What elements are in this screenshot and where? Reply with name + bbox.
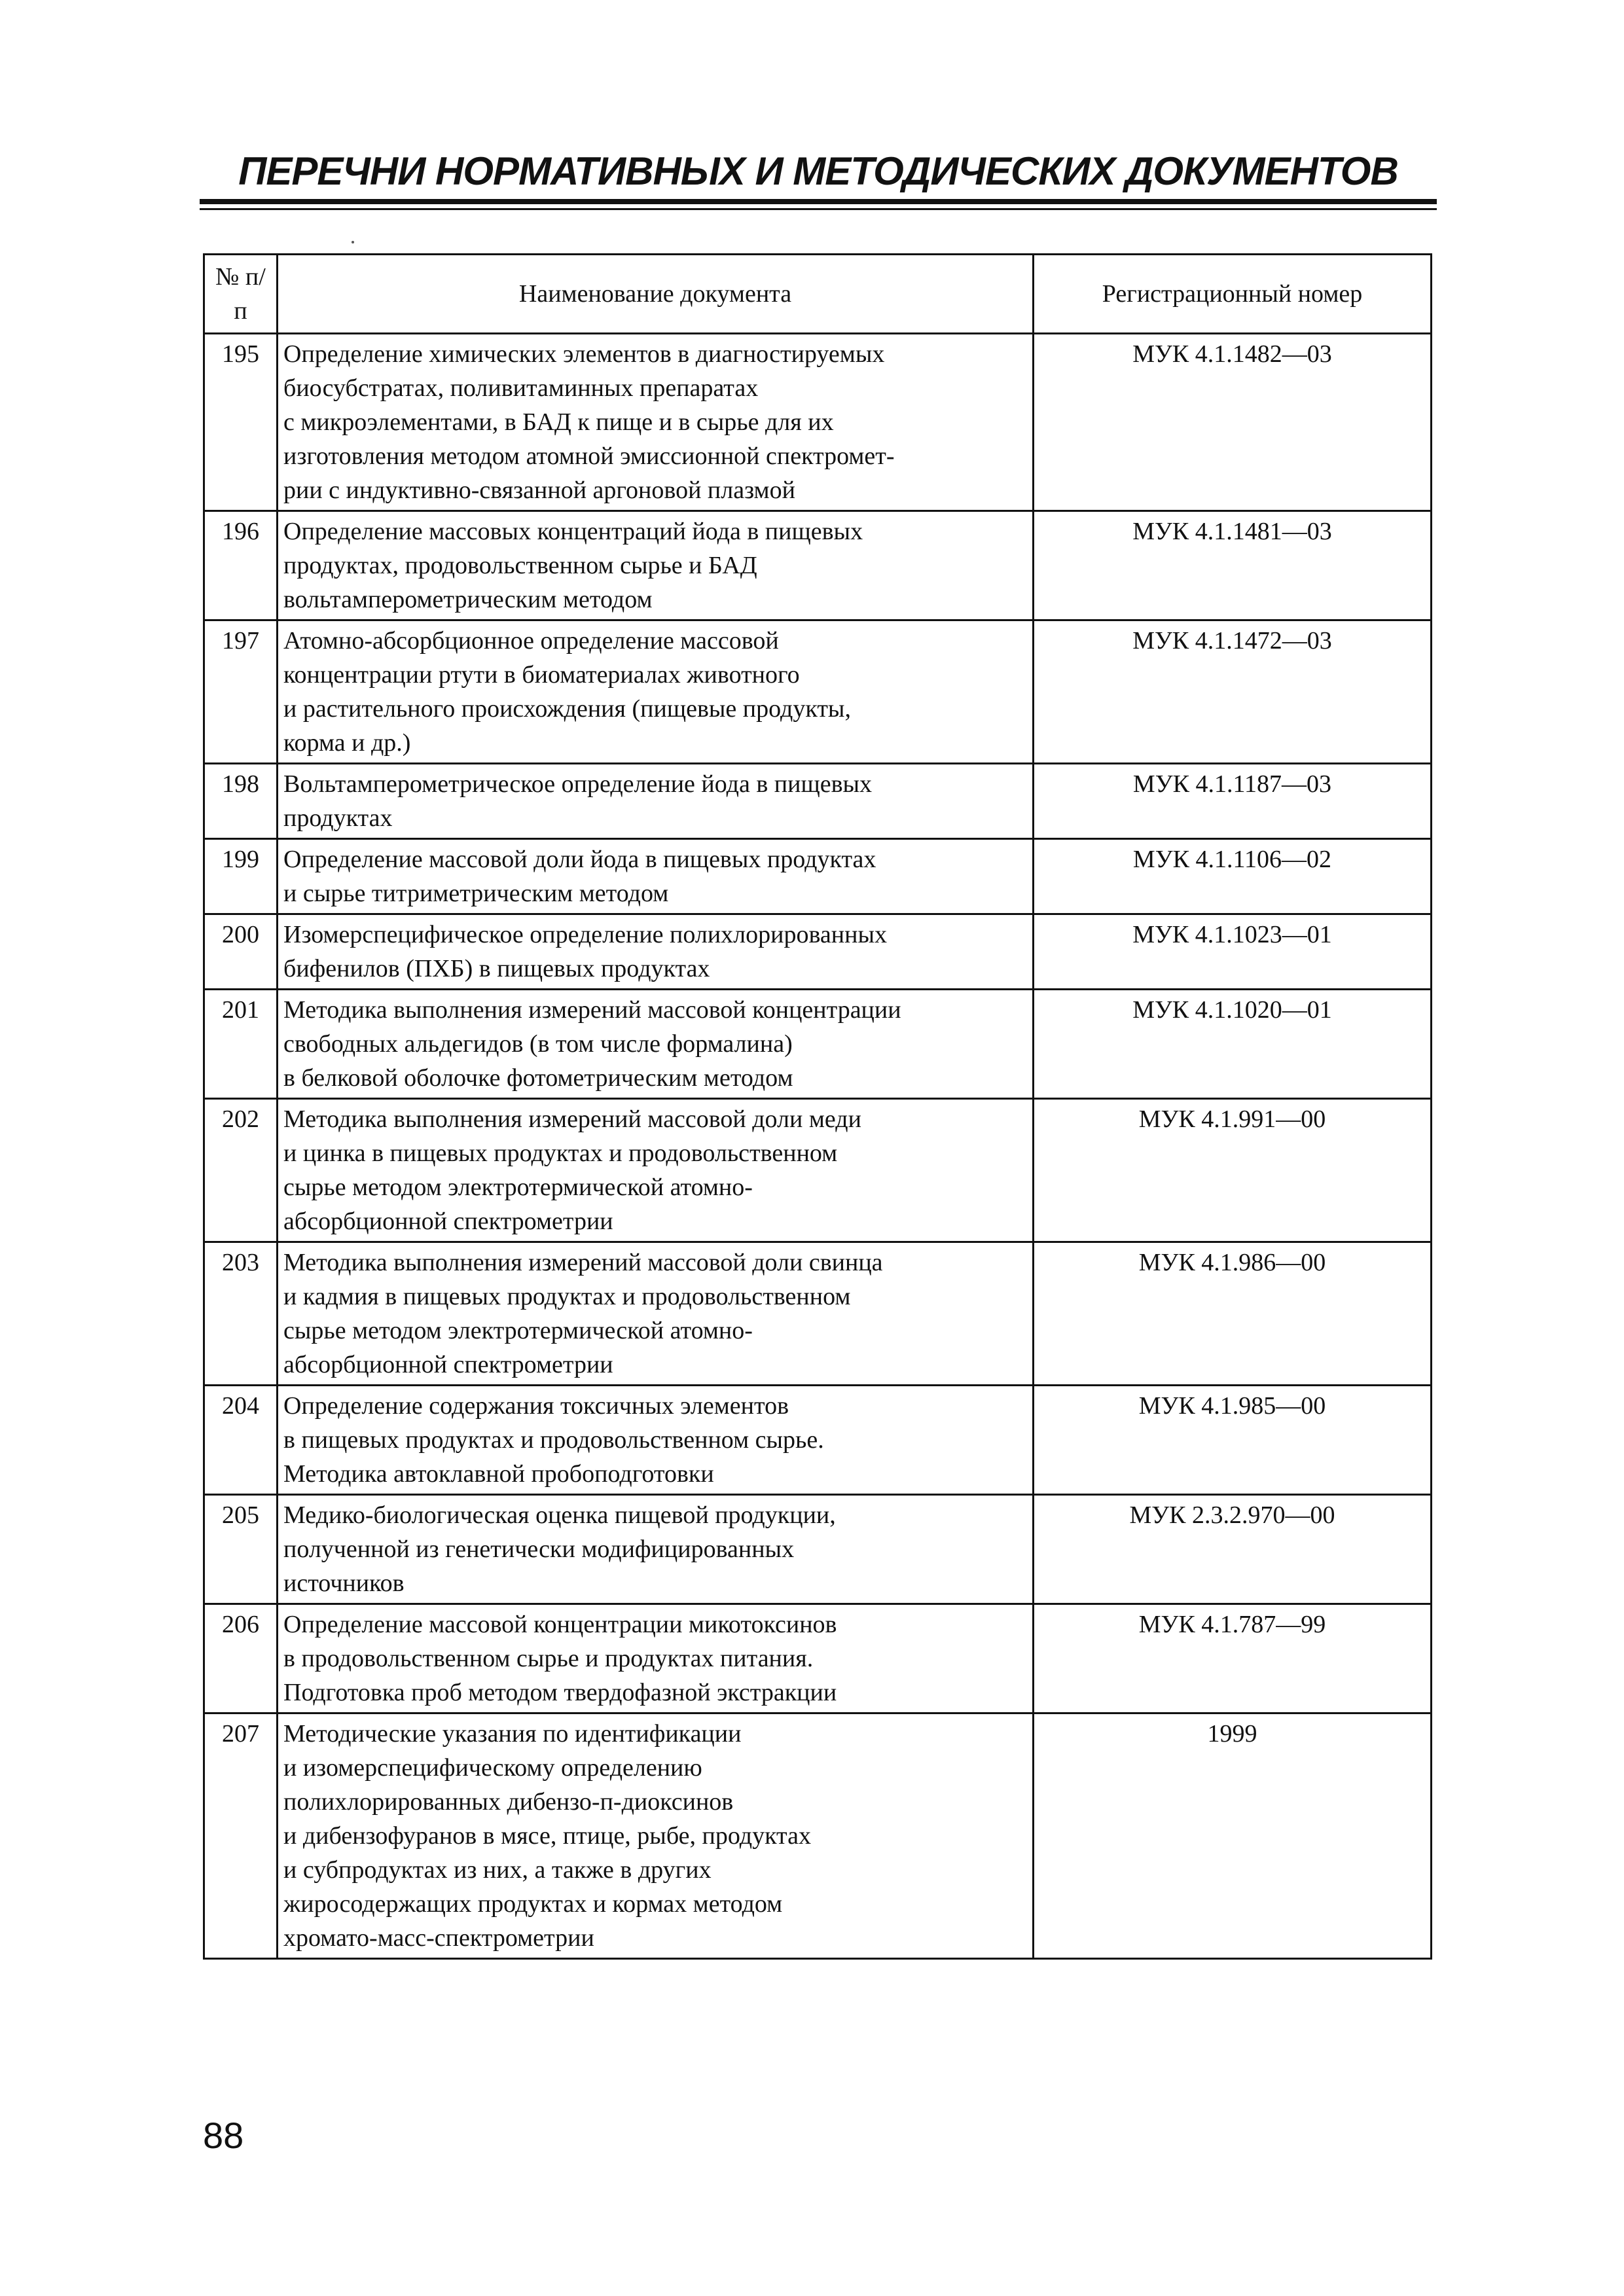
document-name-line: Атомно-абсорбционное определение массовой (283, 627, 779, 655)
registration-number: МУК 4.1.986—00 (1034, 1242, 1432, 1386)
document-name-line: Методические указания по идентификации (283, 1720, 742, 1748)
document-name-cell (278, 764, 1034, 839)
table-row (204, 620, 1432, 764)
document-name-line: сырье методом электротермической атомно- (283, 1174, 753, 1201)
row-number: 203 (204, 1242, 278, 1386)
document-name-line: полученной из генетически модифицированных (283, 1535, 795, 1563)
table-row (204, 839, 1432, 914)
registration-number: МУК 2.3.2.970—00 (1034, 1495, 1432, 1604)
document-name-line: концентрации ртути в биоматериалах животного (283, 661, 800, 689)
document-name-line: сырье методом электротермической атомно- (283, 1317, 753, 1344)
registration-number: МУК 4.1.1472—03 (1034, 620, 1432, 764)
document-name-line: корма и др.) (283, 729, 411, 757)
document-name-cell (278, 620, 1034, 764)
row-number: 198 (204, 764, 278, 839)
row-number: 207 (204, 1713, 278, 1959)
document-name-cell (278, 1713, 1034, 1959)
table-body (204, 334, 1432, 1959)
registration-number: МУК 4.1.1482—03 (1034, 334, 1432, 511)
document-name-line: биосубстратах, поливитаминных препаратах (283, 374, 759, 402)
column-header-name: Наименование документа (278, 255, 1034, 334)
documents-table (203, 253, 1432, 1960)
document-name-line: Методика выполнения измерений массовой доли свинца (283, 1249, 883, 1276)
row-number: 206 (204, 1604, 278, 1713)
document-name-cell (278, 1099, 1034, 1242)
document-name-line: Определение массовых концентраций йода в пищевых (283, 518, 863, 545)
document-name-line: Изомерспецифическое определение полихлорированных (283, 921, 887, 948)
row-number: 205 (204, 1495, 278, 1604)
document-name-line: Определение химических элементов в диагностируемых (283, 340, 885, 368)
document-name-line: Методика выполнения измерений массовой концентрации (283, 996, 901, 1024)
document-name-line: вольтамперометрическим методом (283, 586, 653, 613)
table-row (204, 1495, 1432, 1604)
document-name-line: и растительного происхождения (пищевые продукты, (283, 695, 851, 723)
document-name-line: Медико-биологическая оценка пищевой продукции, (283, 1501, 836, 1529)
document-name-line: и сырье титриметрическим методом (283, 880, 669, 907)
table-row (204, 914, 1432, 990)
page-number: 88 (203, 2115, 244, 2156)
document-name-cell (278, 1386, 1034, 1495)
registration-number: МУК 4.1.1106—02 (1034, 839, 1432, 914)
document-name-line: в белковой оболочке фотометрическим методом (283, 1064, 793, 1092)
row-number: 200 (204, 914, 278, 990)
document-name-line: Методика автоклавной пробоподготовки (283, 1460, 714, 1488)
page-header-title: ПЕРЕЧНИ НОРМАТИВНЫХ И МЕТОДИЧЕСКИХ ДОКУМЕНТОВ (238, 149, 1398, 193)
document-name-line: в продовольственном сырье и продуктах питания. (283, 1645, 814, 1672)
document-name-cell (278, 511, 1034, 620)
row-number: 204 (204, 1386, 278, 1495)
table-row (204, 764, 1432, 839)
document-name-cell (278, 1495, 1034, 1604)
document-name-line: Определение массовой концентрации микотоксинов (283, 1611, 837, 1638)
document-name-cell (278, 990, 1034, 1099)
document-name-line: жиросодержащих продуктах и кормах методом (283, 1890, 783, 1918)
registration-number: МУК 4.1.985—00 (1034, 1386, 1432, 1495)
document-name-line: и цинка в пищевых продуктах и продовольственном (283, 1139, 838, 1167)
document-name-line: и субпродуктах из них, а также в других (283, 1856, 712, 1884)
document-name-cell (278, 839, 1034, 914)
document-name-line: в пищевых продуктах и продовольственном сырье. (283, 1426, 824, 1454)
table-row (204, 1713, 1432, 1959)
registration-number: МУК 4.1.1020—01 (1034, 990, 1432, 1099)
row-number: 195 (204, 334, 278, 511)
row-number: 202 (204, 1099, 278, 1242)
registration-number: МУК 4.1.991—00 (1034, 1099, 1432, 1242)
header-rule-thick (200, 199, 1437, 204)
registration-number: 1999 (1034, 1713, 1432, 1959)
document-name-line: хромато-масс-спектрометрии (283, 1924, 594, 1952)
table-row (204, 1242, 1432, 1386)
registration-number: МУК 4.1.1187—03 (1034, 764, 1432, 839)
document-name-line: Определение содержания токсичных элементов (283, 1392, 789, 1420)
document-name-line: и дибензофуранов в мясе, птице, рыбе, продуктах (283, 1822, 811, 1850)
header-rule-thin (200, 208, 1437, 210)
document-name-line: Вольтамперометрическое определение йода в пищевых (283, 770, 873, 798)
registration-number: МУК 4.1.1023—01 (1034, 914, 1432, 990)
document-name-line: с микроэлементами, в БАД к пище и в сырье для их (283, 408, 834, 436)
document-name-line: Методика выполнения измерений массовой доли меди (283, 1105, 861, 1133)
document-name-cell (278, 914, 1034, 990)
row-number: 199 (204, 839, 278, 914)
scan-dot (352, 241, 354, 243)
table-row (204, 1386, 1432, 1495)
document-name-line: абсорбционной спектрометрии (283, 1351, 613, 1378)
document-name-line: Определение массовой доли йода в пищевых продуктах (283, 846, 876, 873)
document-name-cell (278, 1242, 1034, 1386)
document-name-line: Подготовка проб методом твердофазной экстракции (283, 1679, 837, 1706)
document-name-line: бифенилов (ПХБ) в пищевых продуктах (283, 955, 710, 982)
row-number: 201 (204, 990, 278, 1099)
document-name-line: изготовления методом атомной эмиссионной спектромет- (283, 442, 895, 470)
registration-number: МУК 4.1.1481—03 (1034, 511, 1432, 620)
document-name-line: продуктах, продовольственном сырье и БАД (283, 552, 757, 579)
row-number: 197 (204, 620, 278, 764)
document-name-line: полихлорированных дибензо-п-диоксинов (283, 1788, 734, 1816)
table-row (204, 511, 1432, 620)
document-name-line: свободных альдегидов (в том числе формалина) (283, 1030, 793, 1058)
table-row (204, 334, 1432, 511)
registration-number: МУК 4.1.787—99 (1034, 1604, 1432, 1713)
row-number: 196 (204, 511, 278, 620)
document-name-cell (278, 334, 1034, 511)
document-name-line: абсорбционной спектрометрии (283, 1208, 613, 1235)
document-name-line: рии с индуктивно-связанной аргоновой плазмой (283, 476, 795, 504)
table-row (204, 1604, 1432, 1713)
document-name-line: и кадмия в пищевых продуктах и продовольственном (283, 1283, 851, 1310)
table-row (204, 990, 1432, 1099)
document-name-cell (278, 1604, 1034, 1713)
document-name-line: продуктах (283, 804, 393, 832)
column-header-num: № п/п (204, 255, 278, 334)
table-header-row (204, 255, 1432, 334)
table-row (204, 1099, 1432, 1242)
document-name-line: и изомерспецифическому определению (283, 1754, 702, 1782)
column-header-reg: Регистрационный номер (1034, 255, 1432, 334)
document-name-line: источников (283, 1570, 405, 1597)
